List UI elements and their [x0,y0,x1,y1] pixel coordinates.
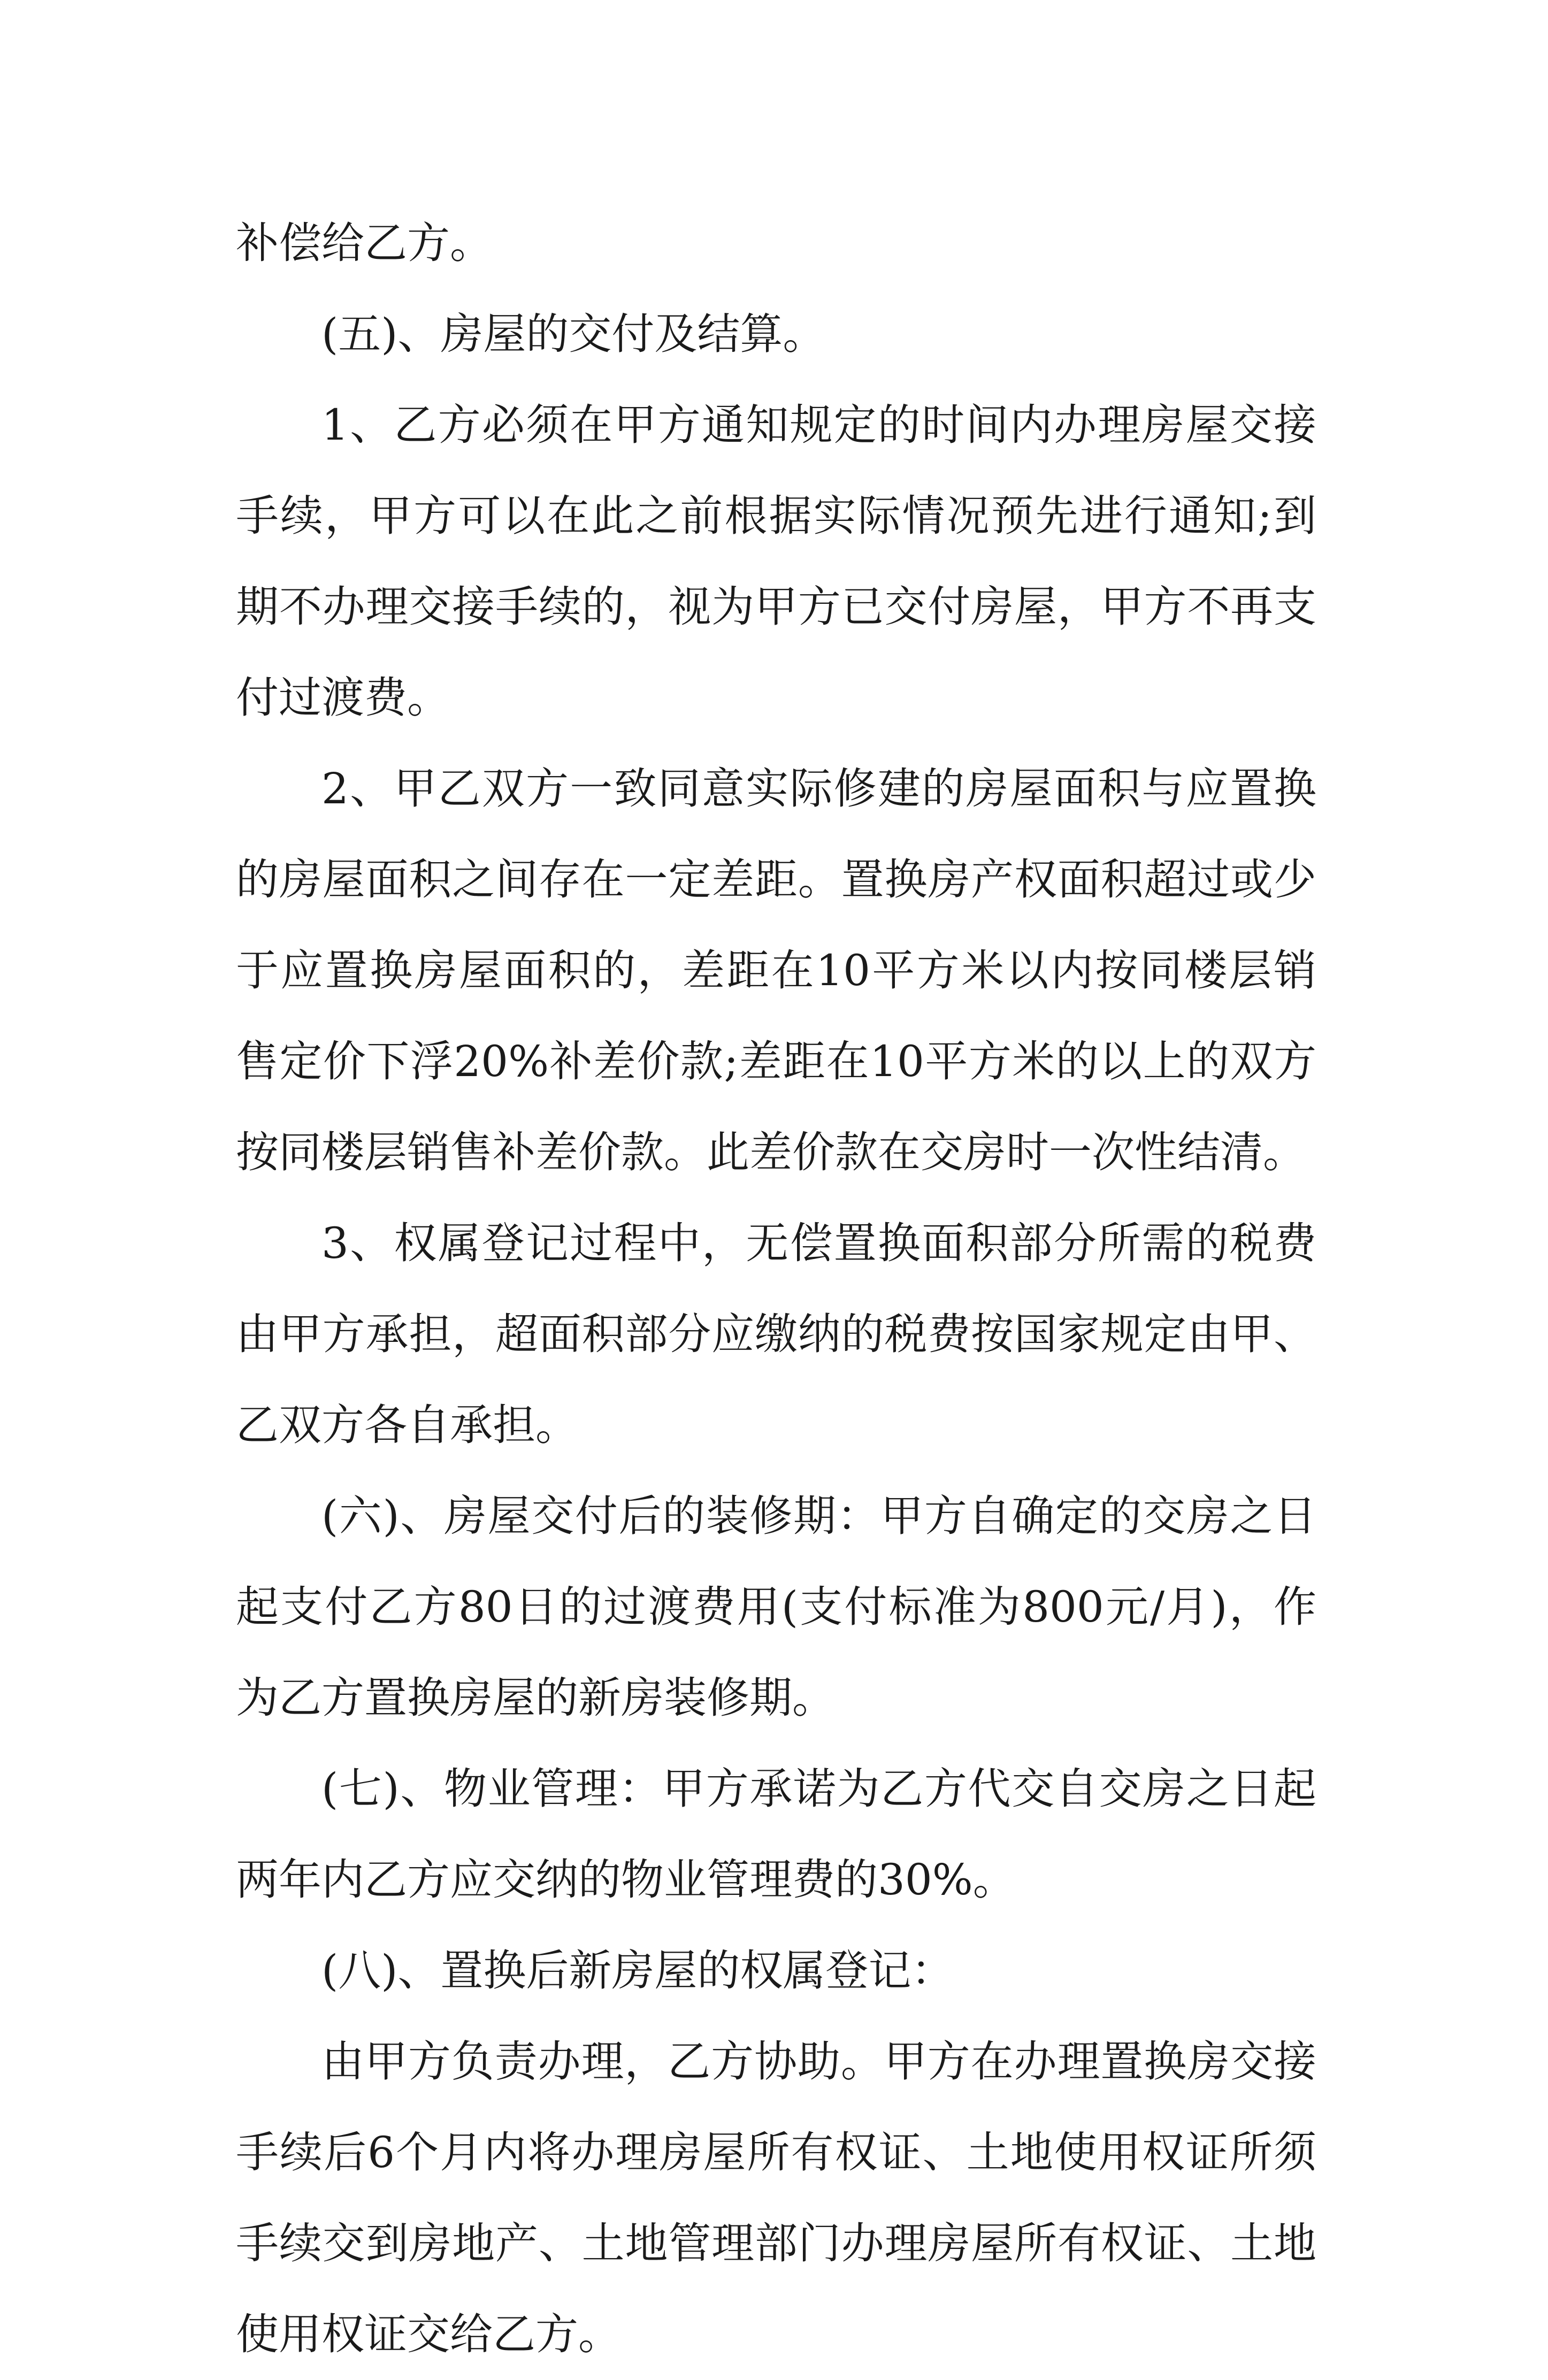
section-heading-title-registration: (八)、置换后新房屋的权属登记： [321,1946,954,1995]
clause-handover-procedures: 1、乙方必须在甲方通知规定的时间内办理房屋交接手续，甲方可以在此之前根据实际情况预先进行通知;到期不办理交接手续的，视为甲方已交付房屋，甲方不再支付过渡费。 [236,400,1316,723]
section-property-management: (七)、物业管理：甲方承诺为乙方代交自交房之日起两年内乙方应交纳的物业管理费的30%。 [236,1764,1316,1905]
paragraph-compensation-tail: 补偿给乙方。 [236,218,493,268]
clause-title-registration: 由甲方负责办理，乙方协助。甲方在办理置换房交接手续后6个月内将办理房屋所有权证、土地使用权证所须手续交到房地产、土地管理部门办理房屋所有权证、土地使用权证交给乙方。 [236,2037,1316,2359]
section-heading-delivery-settlement: (五)、房屋的交付及结算。 [321,309,826,359]
section-renovation-period: (六)、房屋交付后的装修期：甲方自确定的交房之日起支付乙方80日的过渡费用(支付标准为800元/月)，作为乙方置换房屋的新房装修期。 [236,1491,1316,1723]
clause-registration-taxes: 3、权属登记过程中，无偿置换面积部分所需的税费由甲方承担，超面积部分应缴纳的税费按国家规定由甲、乙双方各自承担。 [236,1218,1316,1450]
clause-area-difference: 2、甲乙双方一致同意实际修建的房屋面积与应置换的房屋面积之间存在一定差距。置换房产权面积超过或少于应置换房屋面积的，差距在10平方米以内按同楼层销售定价下浮20%补差价款;差距在10平方米的以上的双方按同楼层销售补差价款。此差价款在交房时一次性结清。 [236,764,1316,1177]
document-body [236,198,1316,2380]
